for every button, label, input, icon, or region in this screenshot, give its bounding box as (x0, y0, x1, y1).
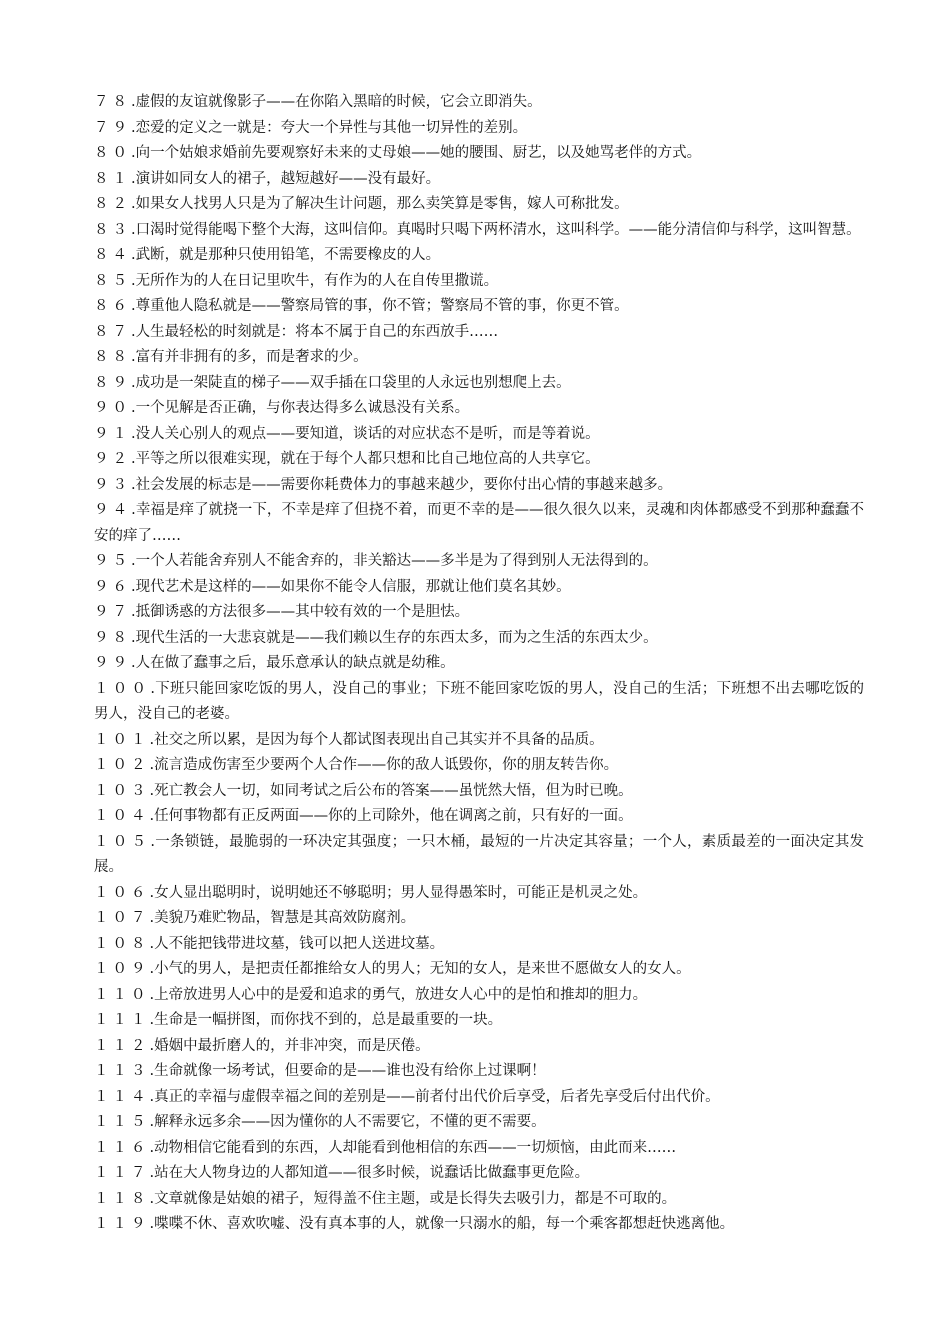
entry-number: ９６ (94, 578, 131, 595)
quote-entry (94, 1136, 864, 1162)
entry-text: .一个见解是否正确，与你表达得多么诚恳没有关系。 (131, 400, 470, 416)
entry-text: .社交之所以累，是因为每个人都试图表现出自己其实并不具备的品质。 (149, 731, 604, 748)
entry-text: .人生最轻松的时刻就是：将本不属于自己的东西放手…… (131, 323, 499, 340)
quote-entry (94, 192, 864, 218)
entry-text: .幸福是痒了就挠一下，不幸是痒了但挠不着，而更不幸的是——很久很久以来，灵魂和肉体都感受不到那种蠢蠢不安的痒了…… (94, 502, 865, 544)
entry-number: ８６ (94, 298, 131, 314)
quote-entry (94, 371, 864, 397)
quote-entry (94, 473, 864, 499)
entry-text: .美貌乃难贮物品，智慧是其高效防腐剂。 (149, 910, 416, 926)
entry-number: １１７ (94, 1165, 150, 1181)
entry-text: .生命是一幅拼图，而你找不到的，总是最重要的一块。 (149, 1012, 503, 1028)
entry-number: １０３ (94, 782, 150, 799)
entry-number: ８１ (94, 170, 131, 187)
quote-entry (94, 396, 864, 422)
entry-number: １０１ (94, 731, 150, 748)
entry-number: １１０ (94, 986, 150, 1003)
quote-entry (94, 804, 864, 830)
entry-number: １０９ (94, 961, 150, 977)
entry-text: .下班只能回家吃饭的男人，没自己的事业；下班不能回家吃饭的男人，没自己的生活；下班想不出去哪吃饭的男人，没自己的老婆。 (94, 680, 865, 722)
quote-entry (94, 1085, 864, 1111)
entry-text: .婚姻中最折磨人的，并非冲突，而是厌倦。 (149, 1037, 430, 1054)
entry-text: .任何事物都有正反两面——你的上司除外，他在调离之前，只有好的一面。 (149, 808, 633, 824)
quote-entry (94, 728, 864, 754)
quote-entry (94, 294, 864, 320)
entry-text: .站在大人物身边的人都知道——很多时候，说蠢话比做蠢事更危险。 (149, 1165, 590, 1181)
entry-number: ９２ (94, 451, 131, 467)
entry-text: .死亡教会人一切，如同考试之后公布的答案——虽恍然大悟，但为时已晚。 (149, 782, 633, 799)
entry-text: .尊重他人隐私就是——警察局管的事，你不管；警察局不管的事，你更不管。 (131, 298, 629, 314)
quote-entry (94, 651, 864, 677)
quote-entry (94, 320, 864, 346)
entry-number: ７８ (94, 94, 131, 110)
quote-entry (94, 600, 864, 626)
quote-entry (94, 90, 864, 116)
entry-number: ８３ (94, 221, 131, 238)
entry-text: .喋喋不休、喜欢吹嘘、没有真本事的人，就像一只溺水的船，每一个乘客都想赶快逃离他。 (149, 1216, 735, 1232)
entry-number: １１１ (94, 1012, 150, 1028)
entry-text: .一条锁链，最脆弱的一环决定其强度；一只木桶，最短的一片决定其容量；一个人，素质最差的一面决定其发展。 (94, 833, 865, 875)
entry-text: .一个人若能舍弃别人不能舍弃的，非关豁达——多半是为了得到别人无法得到的。 (131, 553, 658, 569)
entry-number: ９３ (94, 476, 131, 493)
entry-text: .生命就像一场考试，但要命的是——谁也没有给你上过课啊！ (149, 1063, 546, 1079)
quote-entry (94, 1059, 864, 1085)
entry-text: .人在做了蠢事之后，最乐意承认的缺点就是幼稚。 (131, 655, 455, 671)
entry-text: .女人显出聪明时，说明她还不够聪明；男人显得愚笨时，可能正是机灵之处。 (149, 884, 648, 901)
entry-text: .口渴时觉得能喝下整个大海，这叫信仰。真喝时只喝下两杯清水，这叫科学。——能分清信仰与科学，这叫智慧。 (131, 221, 861, 238)
quote-entry (94, 167, 864, 193)
document-page (94, 90, 864, 1238)
quote-entry (94, 575, 864, 601)
entry-text: .无所作为的人在日记里吹牛，有作为的人在自传里撒谎。 (131, 272, 499, 289)
entry-text: .上帝放进男人心中的是爱和追求的勇气，放进女人心中的是怕和推却的胆力。 (149, 986, 648, 1003)
entry-text: .成功是一架陡直的梯子——双手插在口袋里的人永远也别想爬上去。 (131, 374, 571, 391)
quote-entry (94, 447, 864, 473)
entry-number: ９７ (94, 604, 131, 620)
entry-text: .虚假的友谊就像影子——在你陷入黑暗的时候，它会立即消失。 (131, 94, 542, 110)
entry-text: .流言造成伤害至少要两个人合作——你的敌人诋毁你，你的朋友转告你。 (149, 757, 619, 773)
quote-entry (94, 881, 864, 907)
entry-number: ９９ (94, 655, 131, 671)
entry-text: .武断，就是那种只使用铅笔，不需要橡皮的人。 (131, 247, 441, 263)
entry-text: .向一个姑娘求婚前先要观察好未来的丈母娘——她的腰围、厨艺，以及她骂老伴的方式。 (131, 145, 702, 161)
entry-number: ７９ (94, 119, 131, 136)
entry-text: .现代艺术是这样的——如果你不能令人信服，那就让他们莫名其妙。 (131, 578, 571, 595)
entry-text: .社会发展的标志是——需要你耗费体力的事越来越少，要你付出心情的事越来越多。 (131, 476, 673, 493)
entry-number: １１９ (94, 1216, 150, 1232)
entry-number: １１３ (94, 1063, 150, 1079)
quote-entry (94, 1110, 864, 1136)
entry-text: .平等之所以很难实现，就在于每个人都只想和比自己地位高的人共享它。 (131, 451, 600, 467)
quote-entry (94, 983, 864, 1009)
entry-number: １０５ (94, 833, 151, 850)
entry-number: １１２ (94, 1037, 150, 1054)
quote-entry (94, 753, 864, 779)
entry-number: １０８ (94, 935, 150, 952)
entry-text: .真正的幸福与虚假幸福之间的差别是——前者付出代价后享受，后者先享受后付出代价。 (149, 1088, 720, 1105)
entry-text: .动物相信它能看到的东西，人却能看到他相信的东西——一切烦恼，由此而来…… (149, 1139, 677, 1156)
entry-number: ８２ (94, 196, 131, 212)
entry-number: １１４ (94, 1088, 150, 1105)
entry-text: .小气的男人，是把责任都推给女人的男人；无知的女人，是来世不愿做女人的女人。 (149, 961, 691, 977)
entry-text: .富有并非拥有的多，而是奢求的少。 (131, 349, 368, 365)
entry-number: ９４ (94, 502, 132, 518)
entry-number: １１６ (94, 1139, 150, 1156)
entry-number: ８８ (94, 349, 131, 365)
quote-entry (94, 932, 864, 958)
entry-text: .现代生活的一大悲哀就是——我们赖以生存的东西太多，而为之生活的东西太少。 (131, 629, 658, 646)
quote-entry (94, 269, 864, 295)
quote-entry (94, 498, 864, 549)
quote-entry (94, 957, 864, 983)
entry-text: .解释永远多余——因为懂你的人不需要它，不懂的更不需要。 (149, 1114, 546, 1130)
entry-text: .如果女人找男人只是为了解决生计问题，那么卖笑算是零售，嫁人可称批发。 (131, 196, 629, 212)
entry-number: ９８ (94, 629, 131, 646)
entry-number: １００ (94, 680, 151, 697)
quote-entry (94, 422, 864, 448)
entry-text: .恋爱的定义之一就是：夸大一个异性与其他一切异性的差别。 (131, 119, 528, 136)
quote-entry (94, 1187, 864, 1213)
quote-entry (94, 626, 864, 652)
quote-entry (94, 906, 864, 932)
quote-entry (94, 1161, 864, 1187)
quote-entry (94, 218, 864, 244)
entry-text: .文章就像是姑娘的裙子，短得盖不住主题，或是长得失去吸引力，都是不可取的。 (149, 1190, 677, 1207)
entry-number: ８７ (94, 323, 131, 340)
quote-entry (94, 830, 864, 881)
entry-number: ９０ (94, 400, 131, 416)
entry-number: １１５ (94, 1114, 150, 1130)
entry-number: １１８ (94, 1190, 150, 1207)
quote-entry (94, 345, 864, 371)
entry-number: ８９ (94, 374, 131, 391)
quote-entry (94, 779, 864, 805)
quote-entry (94, 1212, 864, 1238)
entry-number: １０６ (94, 884, 150, 901)
entry-text: .演讲如同女人的裙子，越短越好——没有最好。 (131, 170, 441, 187)
entry-number: ８４ (94, 247, 131, 263)
entry-number: １０７ (94, 910, 150, 926)
entry-number: ９１ (94, 425, 131, 442)
quote-entry (94, 243, 864, 269)
entry-number: １０４ (94, 808, 150, 824)
quote-entry (94, 549, 864, 575)
entry-text: .抵御诱惑的方法很多——其中较有效的一个是胆怯。 (131, 604, 470, 620)
entry-number: ９５ (94, 553, 131, 569)
quote-entry (94, 116, 864, 142)
entry-number: ８０ (94, 145, 131, 161)
quote-entry (94, 1034, 864, 1060)
quote-entry (94, 141, 864, 167)
quote-entry (94, 677, 864, 728)
entry-number: １０２ (94, 757, 150, 773)
entry-text: .人不能把钱带进坟墓，钱可以把人送进坟墓。 (149, 935, 445, 952)
entry-number: ８５ (94, 272, 131, 289)
quote-entry (94, 1008, 864, 1034)
entry-text: .没人关心别人的观点——要知道，谈话的对应状态不是听，而是等着说。 (131, 425, 600, 442)
